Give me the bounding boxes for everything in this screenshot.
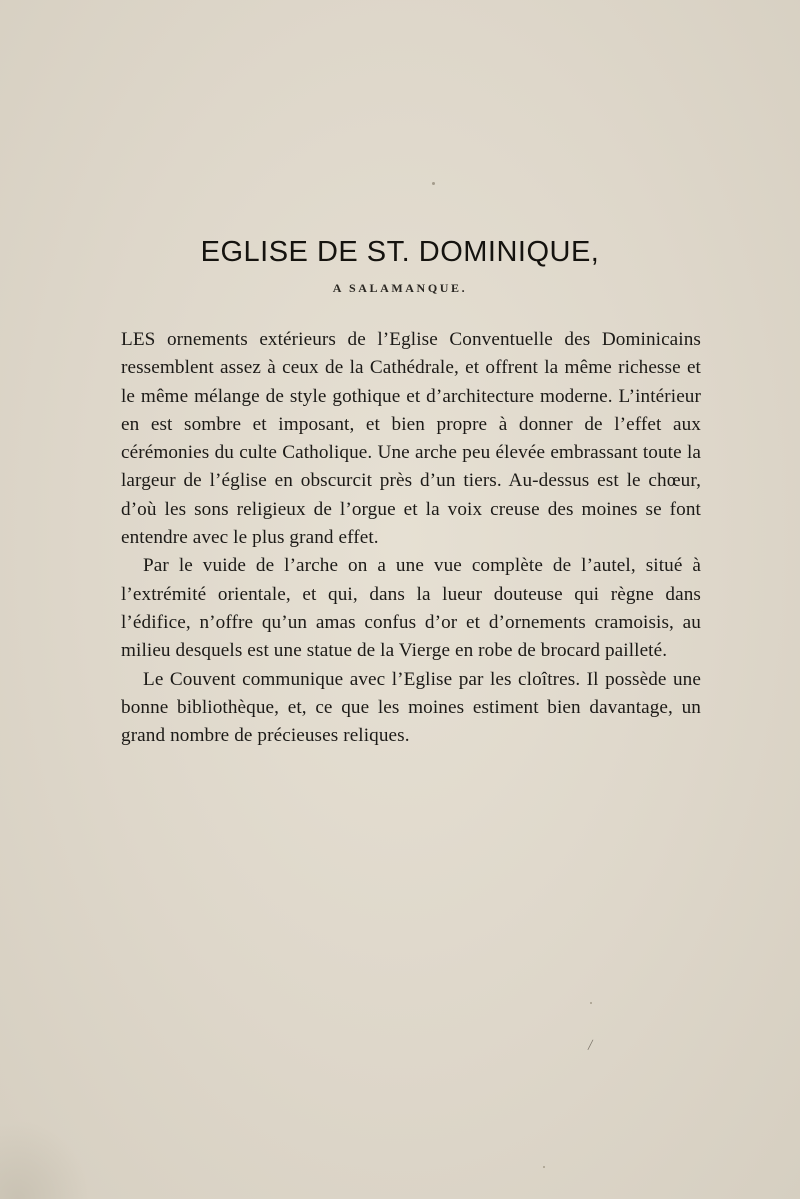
body-text [121,326,701,750]
stray-mark: / [586,1036,594,1055]
paper-speck [432,182,435,185]
paragraph-1: LES ornements extérieurs de l’Eglise Conventuelle des Dominicains ressemblent assez à ceux de la Cathédrale, et offrent la même richesse et le même mélange de style gothique et d’architecture moderne. L’intérieur en est sombre et imposant, et bien propre à donner de l’effet aux cérémonies du culte Catholique. Une arche peu élevée embrassant toute la largeur de l’église en obscurcit près d’un tiers. Au-dessus est le chœur, d’où les sons religieux de l’orgue et la voix creuse des moines se font entendre avec le plus grand effet. [121,329,701,549]
paragraph-3: Le Couvent communique avec l’Eglise par les cloîtres. Il possède une bonne bibliothèque, et, ce que les moines estiment bien davantage, un grand nombre de précieuses reliques. [121,668,701,747]
paper-stain [0,1120,90,1199]
page-title: EGLISE DE ST. DOMINIQUE, [200,236,600,268]
paper-speck [590,1002,592,1004]
paper-speck [543,1166,545,1168]
page-subtitle: A SALAMANQUE. [332,281,468,295]
paragraph-2: Par le vuide de l’arche on a une vue complète de l’autel, situé à l’extrémité orientale, et qui, dans la lueur douteuse qui règne dans l’édifice, n’offre qu’un amas confus d’or et d’ornements cramoisis, au milieu desquels est une statue de la Vierge en robe de brocard pailleté. [121,555,701,662]
